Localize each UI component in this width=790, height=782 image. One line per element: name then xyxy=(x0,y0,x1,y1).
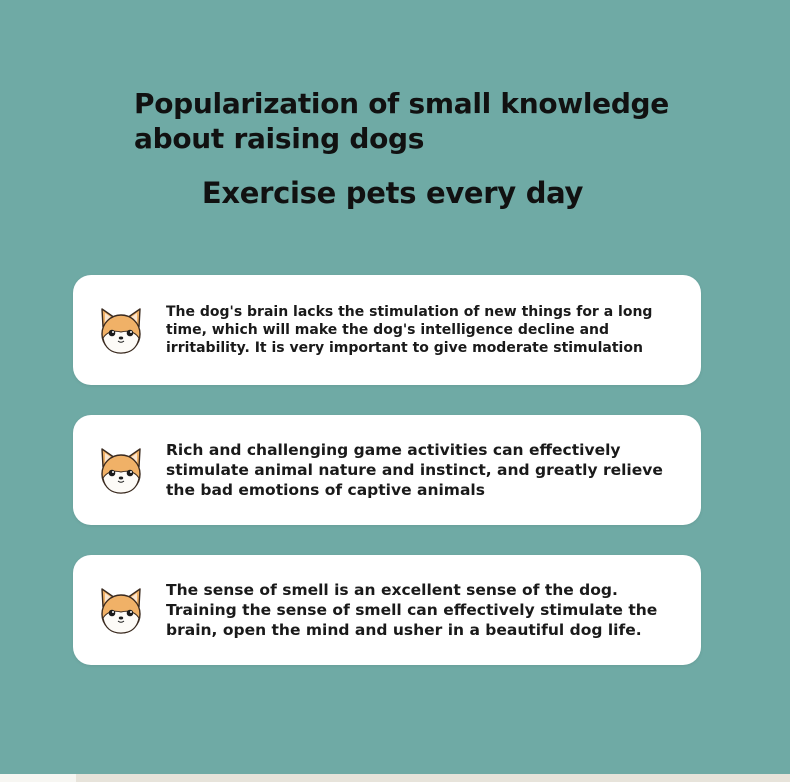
shiba-dog-icon xyxy=(99,585,143,637)
page-subtitle: Exercise pets every day xyxy=(201,176,584,210)
tip-text: Rich and challenging game activities can effectively stimulate animal nature and instinct, and greatly relieve the bad emotions of captive animals xyxy=(166,441,663,499)
bottom-tab xyxy=(0,774,76,782)
tip-text: The sense of smell is an excellent sense of the dog. Training the sense of smell can effectively stimulate the brain, open the mind and usher in a beautiful dog life. xyxy=(166,581,658,639)
shiba-dog-icon xyxy=(99,445,143,497)
tip-card-3 xyxy=(73,555,701,665)
tip-text: The dog's brain lacks the stimulation of new things for a long time, which will make the dog's intelligence decline and irritability. It is very important to give moderate stimulation xyxy=(166,304,653,356)
bottom-divider xyxy=(0,774,790,782)
tip-card-2 xyxy=(73,415,701,525)
page-title: Popularization of small knowledge about raising dogs xyxy=(134,87,669,155)
tip-card-1 xyxy=(73,275,701,385)
shiba-dog-icon xyxy=(99,305,143,357)
